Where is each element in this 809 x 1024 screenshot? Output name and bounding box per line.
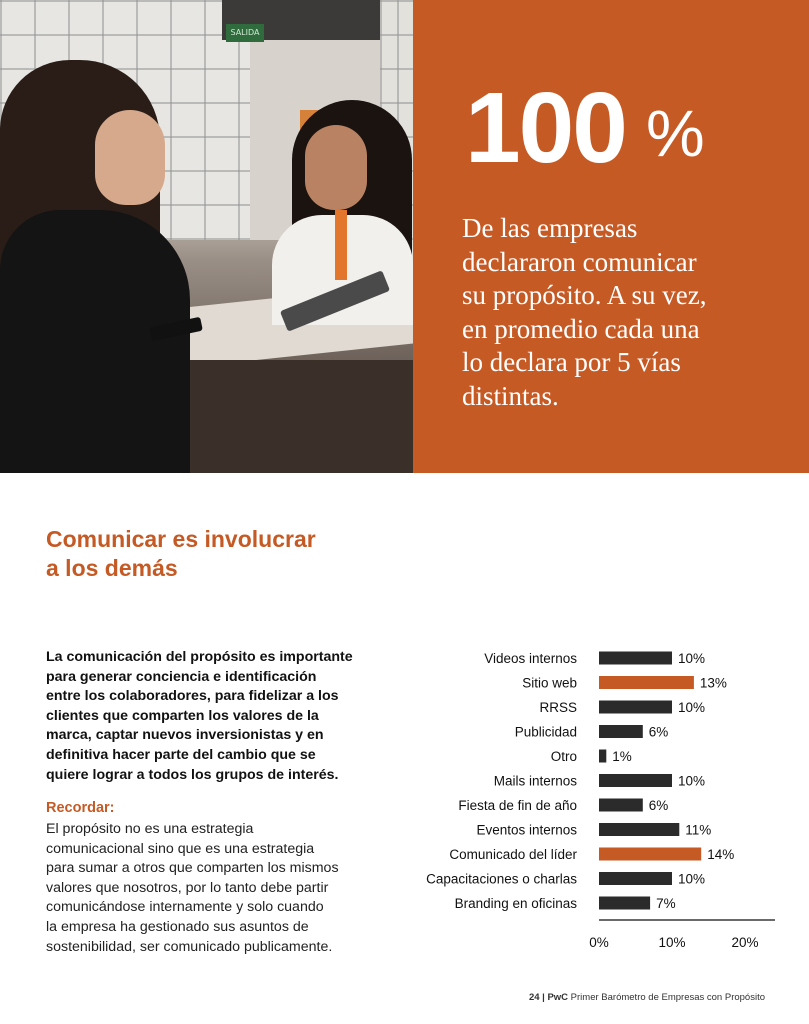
person-left-face [95,110,165,205]
chart-value-label: 10% [678,871,706,887]
chart-bar [599,872,672,885]
chart-value-label: 10% [678,700,706,715]
stat-line: De las empresas [462,213,638,243]
section-title-line: Comunicar es involucrar [46,526,316,552]
chart-bar [599,823,679,836]
chart-x-tick-label: 10% [658,935,686,950]
intro-line: definitiva hacer parte del cambio que se [46,746,316,763]
chart-bar [599,774,672,787]
chart-x-tick-label: 20% [731,935,759,950]
chart-bar [599,848,701,861]
remember-paragraph [46,820,406,957]
intro-line: quiere lograr a todos los grupos de interés. [46,766,339,783]
remember-line: valores que nosotros, por lo tanto debe partir [46,879,329,896]
section-title [46,525,386,583]
intro-line: La comunicación del propósito es importante [46,649,353,665]
chart-value-label: 13% [699,675,727,691]
chart-category-label: Publicidad [514,724,577,740]
stat-line: distintas. [462,380,559,411]
chart-category-label: Videos internos [484,651,577,666]
chart-bar [599,799,643,812]
chart-category-label: Capacitaciones o charlas [426,871,577,887]
remember-line: para sumar a otros que comparten los mismos [46,860,339,877]
chart-category-label: Eventos internos [476,822,577,838]
section-title-line: a los demás [46,555,178,581]
remember-line: la empresa ha gestionado sus asuntos de [46,918,309,935]
remember-line: comunicándose internamente y solo cuando [46,899,324,916]
chart-category-label: Mails internos [493,773,577,789]
person-left-body [0,210,190,473]
communication-channels-bar-chart [400,640,780,960]
stat-percent-sign: % [646,96,705,170]
stat-line: lo declara por 5 vías [462,347,681,377]
remember-title: Recordar: [46,800,115,816]
chart-value-label: 7% [656,896,676,911]
remember-line: comunicacional sino que es una estrategia [46,840,315,857]
intro-line: para generar conciencia e identificación [46,668,317,685]
page-number: 24 [528,992,540,1003]
intro-line: clientes que comparten los valores de la [46,707,319,724]
exit-sign: SALIDA [226,24,264,42]
stat-line: su propósito. A su vez, [462,280,707,310]
chart-category-label: Fiesta de fin de año [458,798,577,813]
footer-separator: | [539,992,548,1003]
chart-bar [599,652,672,665]
page-footer [529,992,765,1003]
person-right-face [305,125,367,210]
chart-value-label: 11% [685,822,712,838]
chart-x-tick-label: 0% [589,935,609,950]
stat-description [462,212,762,413]
remember-line: El propósito no es una estrategia [46,821,254,837]
hero-photo [0,0,413,473]
chart-value-label: 6% [648,724,669,740]
intro-line: marca, captar nuevos inversionistas y en [46,727,324,744]
chart-category-label: Comunicado del líder [449,847,577,862]
footer-brand: PwC [547,992,569,1003]
chart-value-label: 1% [612,749,632,764]
footer-title: Primer Barómetro de Empresas con Propósito [568,992,765,1003]
intro-paragraph [46,648,406,785]
chart-value-label: 10% [678,651,706,666]
remember-line: sostenibilidad, ser comunicado publicamente. [46,938,333,955]
chart-bar [599,676,694,689]
chart-value-label: 14% [707,847,735,862]
lanyard [335,210,347,280]
stat-number: 100 [465,72,626,184]
chart-value-label: 6% [648,798,669,813]
chart-bar [599,897,650,910]
chart-category-label: Sitio web [522,675,577,691]
stat-line: declararon comunicar [462,246,697,277]
chart-category-label: Otro [550,749,577,764]
intro-line: entre los colaboradores, para fidelizar a los [46,688,339,705]
chart-bar [599,750,606,763]
chart-category-label: Branding en oficinas [454,896,577,911]
stat-line: en promedio cada una [462,313,700,344]
chart-value-label: 10% [678,773,706,789]
chart-bar [599,701,672,714]
chart-bar [599,725,643,738]
chart-category-label: RRSS [539,700,577,715]
